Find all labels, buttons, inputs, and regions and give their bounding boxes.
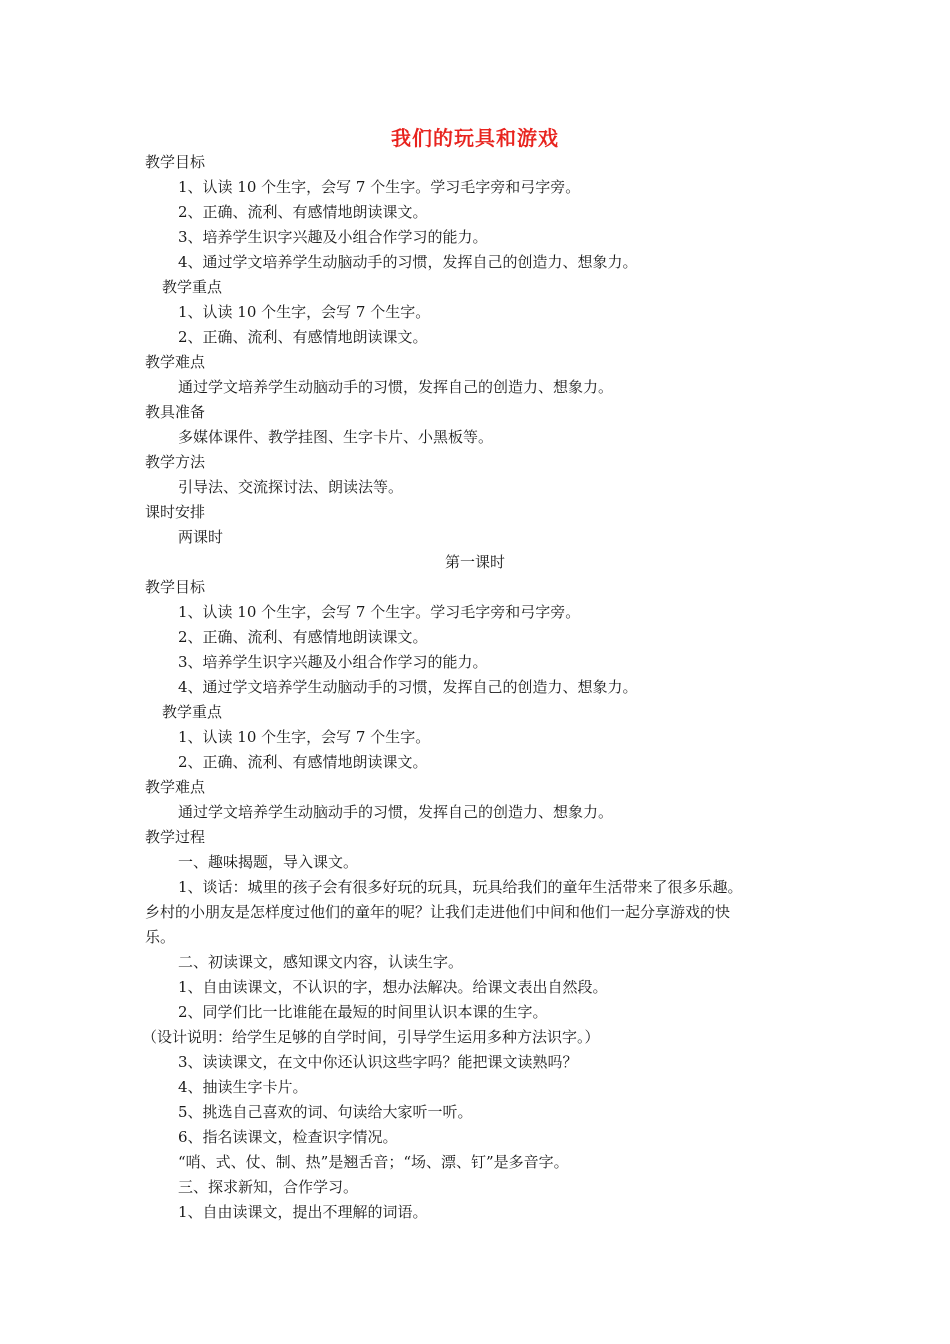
document-line: 4、通过学文培养学生动脑动手的习惯，发挥自己的创造力、想象力。 (178, 253, 638, 271)
document-line: 教学目标 (145, 578, 206, 596)
document-line: 三、探求新知，合作学习。 (178, 1178, 359, 1196)
document-line: 1、自由读课文，不认识的字，想办法解决。给课文表出自然段。 (178, 978, 608, 996)
document-line: 乐。 (145, 928, 176, 946)
document-line: 4、抽读生字卡片。 (178, 1078, 308, 1096)
document-line: 2、正确、流利、有感情地朗读课文。 (178, 628, 428, 646)
document-line: 2、正确、流利、有感情地朗读课文。 (178, 328, 428, 346)
document-line: 4、通过学文培养学生动脑动手的习惯，发挥自己的创造力、想象力。 (178, 678, 638, 696)
document-line: 2、同学们比一比谁能在最短的时间里认识本课的生字。 (178, 1003, 548, 1021)
document-line: 2、正确、流利、有感情地朗读课文。 (178, 203, 428, 221)
document-line: 教学过程 (145, 828, 206, 846)
document-line: “哨、式、仗、制、热”是翘舌音；“场、漂、钉”是多音字。 (178, 1153, 569, 1171)
document-line: 5、挑选自己喜欢的词、句读给大家听一听。 (178, 1103, 473, 1121)
document-line: 1、认读 10 个生字，会写 7 个生字。 (178, 728, 431, 746)
document-title: 我们的玩具和游戏 (391, 126, 559, 150)
document-line: 二、初读课文，感知课文内容，认读生字。 (178, 953, 464, 971)
document-line: 1、认读 10 个生字，会写 7 个生字。 (178, 303, 431, 321)
document-line: 教学难点 (145, 778, 206, 796)
document-line: 2、正确、流利、有感情地朗读课文。 (178, 753, 428, 771)
document-line: 教学重点 (162, 703, 223, 721)
document-line: 6、指名读课文，检查识字情况。 (178, 1128, 398, 1146)
document-line: 课时安排 (145, 503, 206, 521)
section-heading: 第一课时 (444, 553, 505, 571)
document-line: 教学方法 (145, 453, 206, 471)
document-line: 教学重点 (162, 278, 223, 296)
document-line: 3、培养学生识字兴趣及小组合作学习的能力。 (178, 228, 488, 246)
document-line: 引导法、交流探讨法、朗读法等。 (178, 478, 404, 496)
document-line: 通过学文培养学生动脑动手的习惯，发挥自己的创造力、想象力。 (178, 378, 614, 396)
document-line: 教学目标 (145, 153, 206, 171)
document-line: 1、自由读课文，提出不理解的词语。 (178, 1203, 428, 1221)
document-line: 1、谈话：城里的孩子会有很多好玩的玩具，玩具给我们的童年生活带来了很多乐趣。 (178, 878, 743, 896)
document-line: 1、认读 10 个生字，会写 7 个生字。学习毛字旁和弓字旁。 (178, 178, 581, 196)
document-line: （设计说明：给学生足够的自学时间，引导学生运用多种方法识字。） (142, 1028, 600, 1046)
document-line: 通过学文培养学生动脑动手的习惯，发挥自己的创造力、想象力。 (178, 803, 614, 821)
document-line: 教具准备 (145, 403, 206, 421)
document-line: 1、认读 10 个生字，会写 7 个生字。学习毛字旁和弓字旁。 (178, 603, 581, 621)
document-line: 3、读读课文，在文中你还认识这些字吗？能把课文读熟吗？ (178, 1053, 578, 1071)
document-line: 教学难点 (145, 353, 206, 371)
document-line: 3、培养学生识字兴趣及小组合作学习的能力。 (178, 653, 488, 671)
document-line: 乡村的小朋友是怎样度过他们的童年的呢？让我们走进他们中间和他们一起分享游戏的快 (145, 903, 731, 921)
document-line: 一、趣味揭题，导入课文。 (178, 853, 359, 871)
document-line: 多媒体课件、教学挂图、生字卡片、小黑板等。 (178, 428, 494, 446)
document-line: 两课时 (178, 528, 224, 546)
